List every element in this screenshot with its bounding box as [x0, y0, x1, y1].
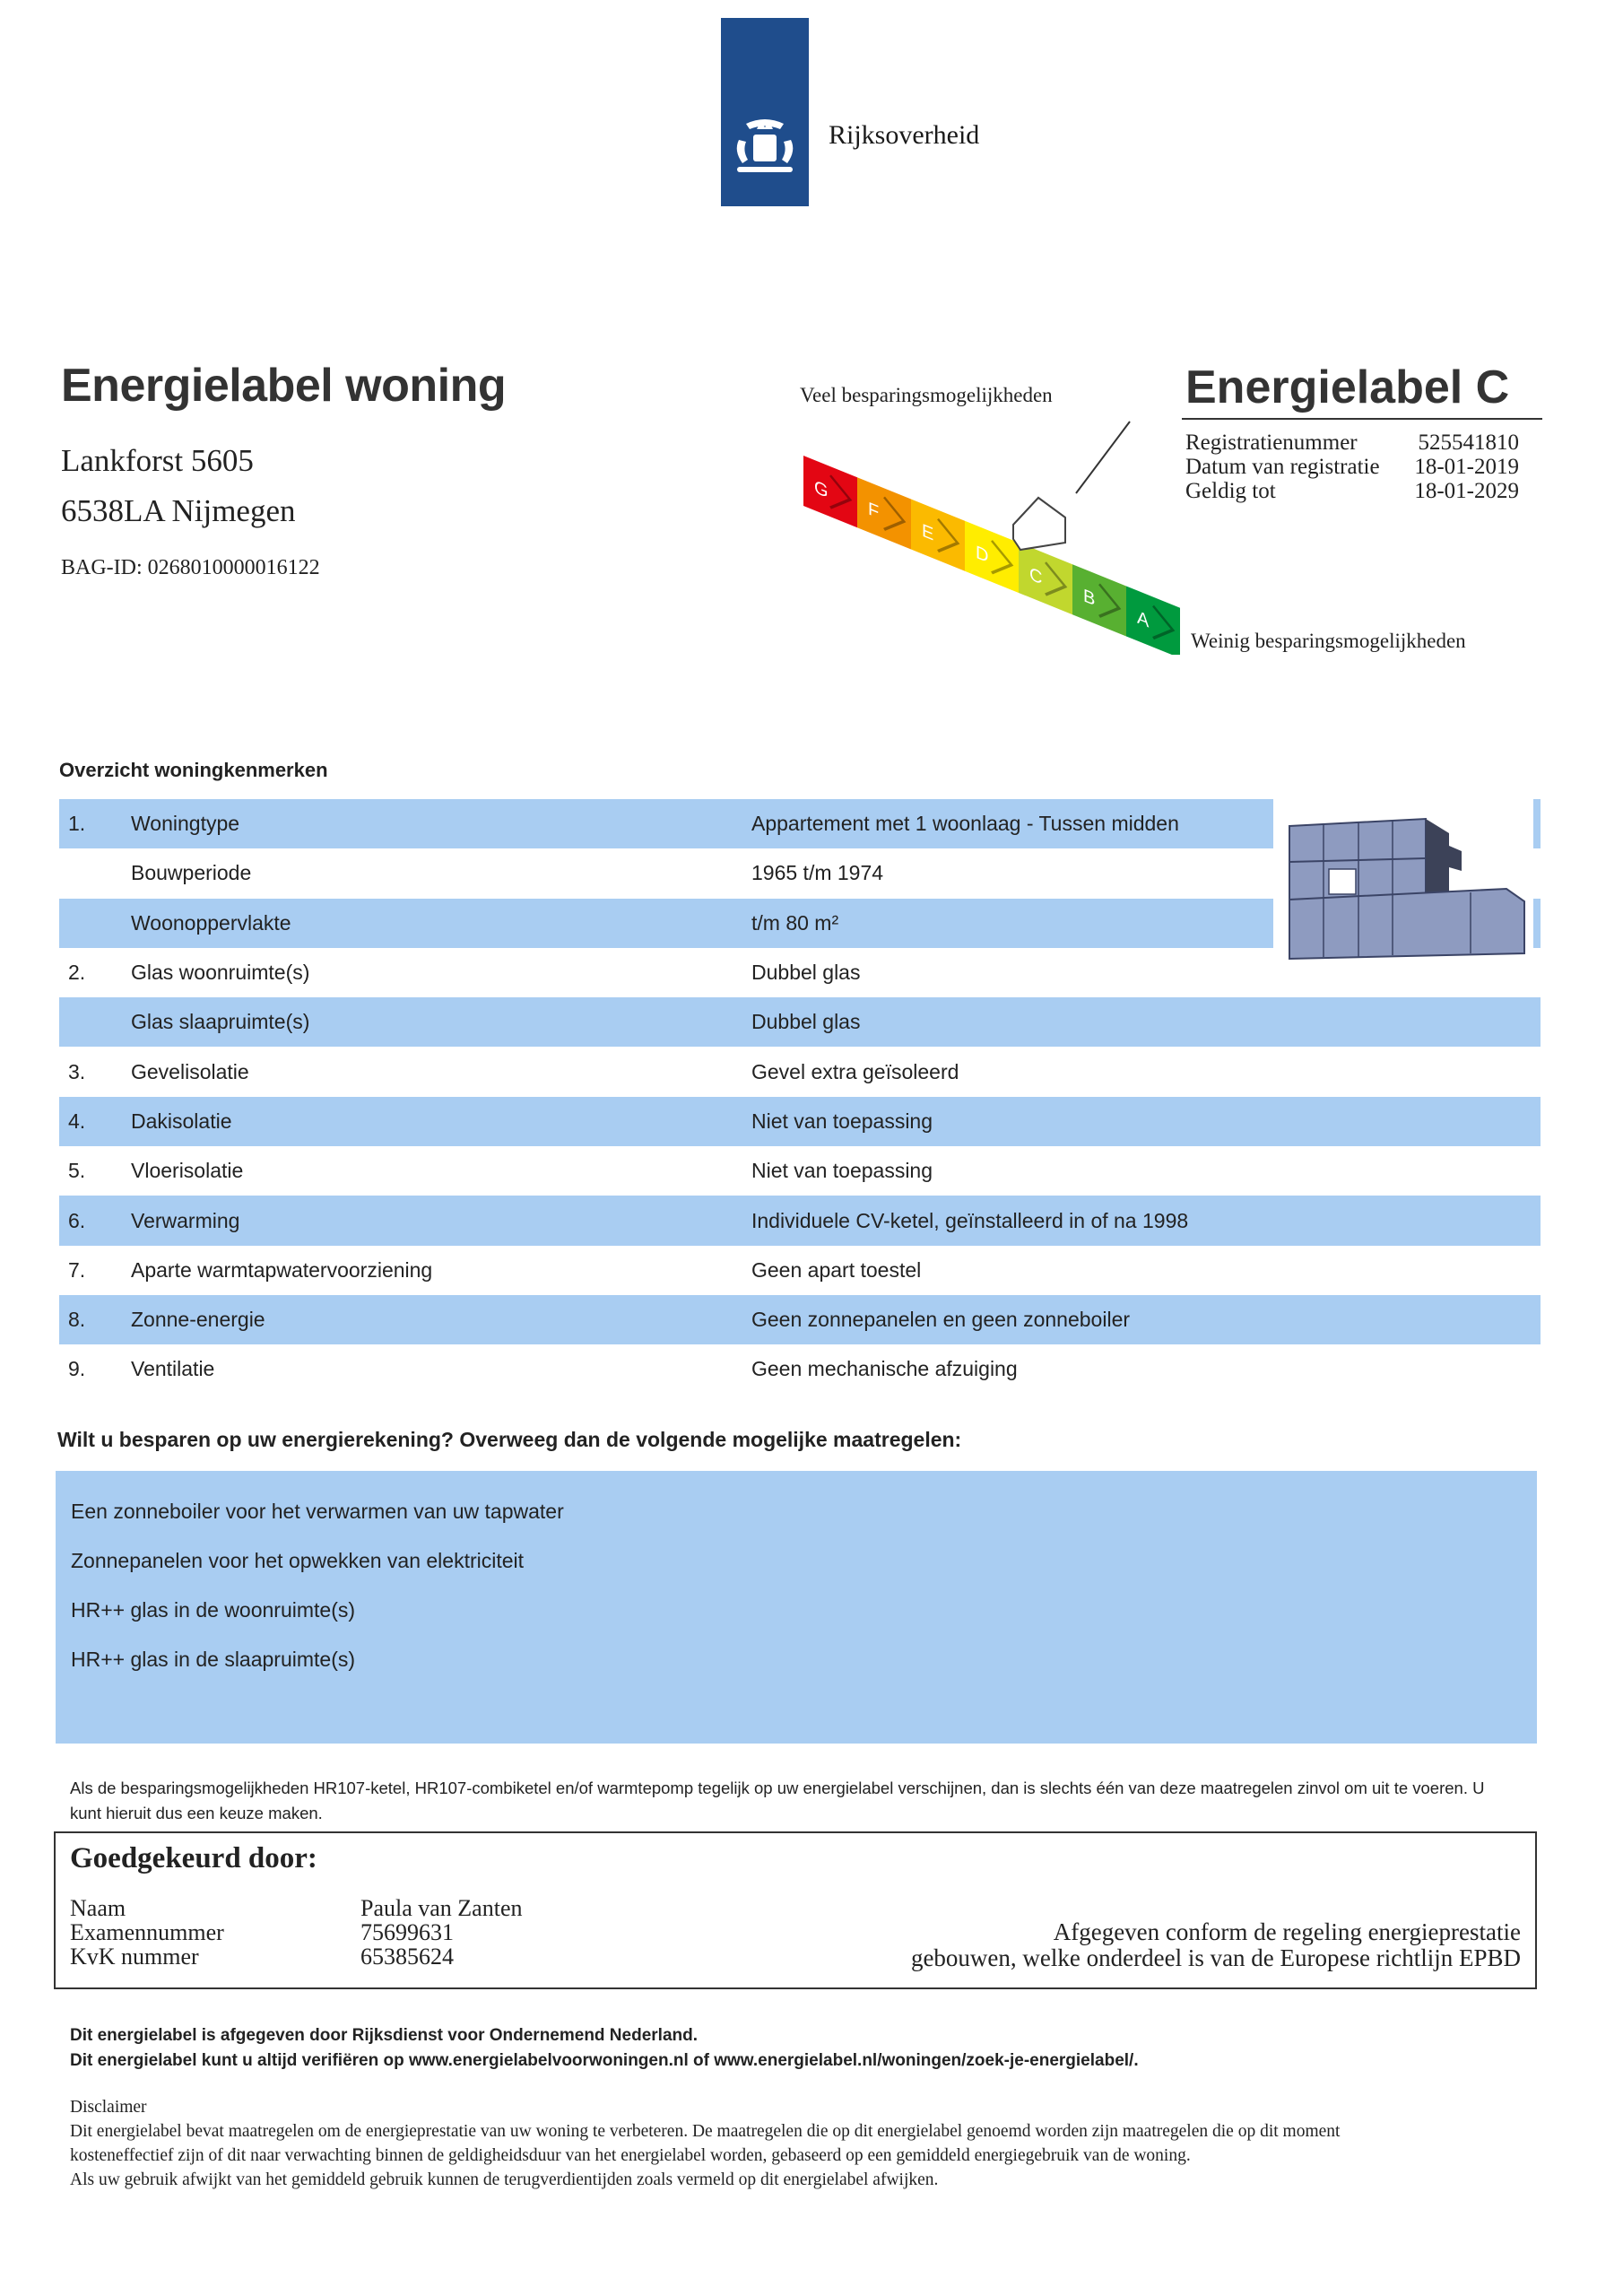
valid-until-row [1185, 479, 1519, 503]
row-label: Woningtype [131, 812, 240, 836]
measures-note: Als de besparingsmogelijkheden HR107-ketel, HR107-combiketel en/of warmtepomp tegelijk op uw energielabel verschijnen, dan is slechts één van deze maatregelen zinvol om uit te voeren. U kunt hieruit dus een keuze maken. [70, 1779, 1485, 1822]
registration-date-row [1185, 455, 1519, 479]
scale-segment-a [1126, 586, 1180, 655]
row-label: Zonne-energie [131, 1308, 265, 1332]
label-pointer-line [1076, 422, 1130, 493]
row-label: Glas slaapruimte(s) [131, 1010, 310, 1034]
row-value: Niet van toepassing [751, 1109, 933, 1133]
row-label: Dakisolatie [131, 1109, 232, 1133]
row-number: 9. [68, 1357, 86, 1381]
row-number: 3. [68, 1059, 86, 1083]
row-value: 1965 t/m 1974 [751, 861, 884, 885]
row-label: Verwarming [131, 1208, 240, 1232]
list-item: HR++ glas in de woonruimte(s) [71, 1598, 356, 1622]
scale-bottom-caption: Weinig besparingsmogelijkheden [1191, 630, 1466, 652]
exam-number-value: 75699631 [360, 1919, 454, 1945]
issued-line: Dit energielabel is afgegeven door Rijksdienst voor Ondernemend Nederland. [70, 2026, 699, 2045]
table-row [59, 1344, 1541, 1394]
conformity-statement [911, 1919, 1521, 1971]
approval-labels [70, 1896, 224, 1969]
row-number: 2. [68, 961, 86, 985]
characteristics-heading: Overzicht woningkenmerken [59, 759, 328, 781]
row-value: Individuele CV-ketel, geïnstalleerd in of na 1998 [751, 1208, 1189, 1232]
row-value: t/m 80 m² [751, 910, 839, 935]
row-label: Glas woonruimte(s) [131, 961, 310, 985]
page-title: Energielabel woning [61, 360, 507, 412]
issued-by-text [70, 2023, 1139, 2074]
registration-label: Registratienummer [1185, 430, 1358, 455]
address-city: 6538LA Nijmegen [61, 493, 296, 528]
row-number: 5. [68, 1159, 86, 1183]
registration-date-label: Datum van registratie [1185, 455, 1380, 479]
row-label: Aparte warmtapwatervoorziening [131, 1257, 433, 1282]
scale-letter-f: F [868, 498, 880, 523]
scale-letter-b: B [1083, 585, 1096, 611]
disclaimer-line: Als uw gebruik afwijkt van het gemiddeld gebruik kunnen de terugverdientijden zoals vermeld op dit energielabel afwijken. [70, 2170, 939, 2189]
house-marker-icon [1013, 498, 1065, 550]
row-value: Gevel extra geïsoleerd [751, 1059, 959, 1083]
row-value: Geen zonnepanelen en geen zonneboiler [751, 1308, 1131, 1332]
row-value: Appartement met 1 woonlaag - Tussen midden [751, 812, 1179, 836]
row-number: 6. [68, 1208, 86, 1232]
energy-label-title: Energielabel C [1185, 361, 1510, 413]
disclaimer [70, 2095, 1523, 2192]
rijksoverheid-wordmark: Rijksoverheid [829, 120, 980, 150]
scale-segment-e [911, 499, 965, 570]
table-row [59, 1047, 1541, 1096]
scale-segment-d [965, 521, 1019, 593]
address-street: Lankforst 5605 [61, 443, 254, 478]
exam-number-label: Examennummer [70, 1919, 224, 1945]
table-row [59, 1295, 1541, 1344]
disclaimer-line: kosteneffectief zijn of dit naar verwachting binnen de geldigheidsduur van het energielabel worden, gebaseerd op een gemiddeld energiegebruik van de woning. [70, 2146, 1191, 2165]
scale-segment-c [1019, 543, 1072, 614]
row-number: 4. [68, 1109, 86, 1133]
table-row [59, 1146, 1541, 1196]
table-row [59, 1196, 1541, 1245]
coat-of-arms-icon [721, 18, 809, 206]
disclaimer-title: Disclaimer [70, 2098, 147, 2117]
registration-details [1185, 430, 1519, 503]
list-item: HR++ glas in de slaapruimte(s) [71, 1648, 356, 1671]
approval-title: Goedgekeurd door: [70, 1842, 317, 1874]
valid-until-label: Geldig tot [1185, 479, 1276, 503]
scale-letter-d: D [976, 542, 989, 568]
row-number: 8. [68, 1308, 86, 1332]
table-row [59, 1246, 1541, 1295]
name-label: Naam [70, 1895, 126, 1921]
row-number: 7. [68, 1257, 86, 1282]
registration-value: 525541810 [1418, 430, 1519, 455]
row-label: Vloerisolatie [131, 1159, 244, 1183]
name-value: Paula van Zanten [360, 1895, 523, 1921]
scale-segment-f [857, 477, 911, 549]
row-label: Bouwperiode [131, 861, 252, 885]
row-label: Gevelisolatie [131, 1059, 249, 1083]
scale-top-caption: Veel besparingsmogelijkheden [800, 384, 1053, 406]
row-value: Dubbel glas [751, 1010, 861, 1034]
row-label: Ventilatie [131, 1357, 215, 1381]
valid-until-value: 18-01-2029 [1414, 479, 1519, 503]
registration-row [1185, 430, 1519, 455]
scale-letter-a: A [1137, 606, 1150, 632]
scale-segment-b [1072, 564, 1126, 636]
kvk-label: KvK nummer [70, 1944, 199, 1970]
list-item: Zonnepanelen voor het opwekken van elektriciteit [71, 1549, 525, 1572]
measures-list [56, 1471, 1537, 1744]
rijksoverheid-logo-bar [721, 18, 809, 206]
row-number: 1. [68, 812, 86, 836]
row-value: Geen mechanische afzuiging [751, 1357, 1018, 1381]
row-value: Niet van toepassing [751, 1159, 933, 1183]
row-label: Woonoppervlakte [131, 910, 291, 935]
scale-letter-g: G [814, 476, 829, 502]
row-value: Geen apart toestel [751, 1257, 922, 1282]
list-item: Een zonneboiler voor het verwarmen van uw tapwater [71, 1500, 564, 1523]
apartment-building-icon [1273, 799, 1533, 970]
conformity-line: Afgegeven conform de regeling energieprestatie [1053, 1918, 1521, 1945]
approval-values [360, 1896, 523, 1969]
label-divider [1182, 418, 1542, 420]
disclaimer-line: Dit energielabel bevat maatregelen om de energieprestatie van uw woning te verbeteren. De maatregelen die op dit energielabel genoemd worden zijn maatregelen die op dit moment [70, 2122, 1341, 2141]
scale-letter-c: C [1029, 563, 1043, 589]
scale-letter-e: E [922, 520, 934, 545]
measures-heading: Wilt u besparen op uw energierekening? Overweeg dan de volgende mogelijke maatregelen: [57, 1428, 962, 1451]
registration-date-value: 18-01-2019 [1414, 455, 1519, 479]
table-row [59, 997, 1541, 1047]
bag-id: BAG-ID: 0268010000016122 [61, 556, 320, 579]
table-row [59, 1097, 1541, 1146]
energy-scale-graphic [789, 413, 1219, 655]
row-value: Dubbel glas [751, 961, 861, 985]
verify-line: Dit energielabel kunt u altijd verifiëren op www.energielabelvoorwoningen.nl of www.energielabel.nl/woningen/zoek-je-energielabel/. [70, 2051, 1139, 2070]
scale-segment-g [803, 456, 857, 527]
approval-box [54, 1831, 1537, 1989]
kvk-value: 65385624 [360, 1944, 454, 1970]
conformity-line: gebouwen, welke onderdeel is van de Europese richtlijn EPBD [910, 1944, 1521, 1971]
